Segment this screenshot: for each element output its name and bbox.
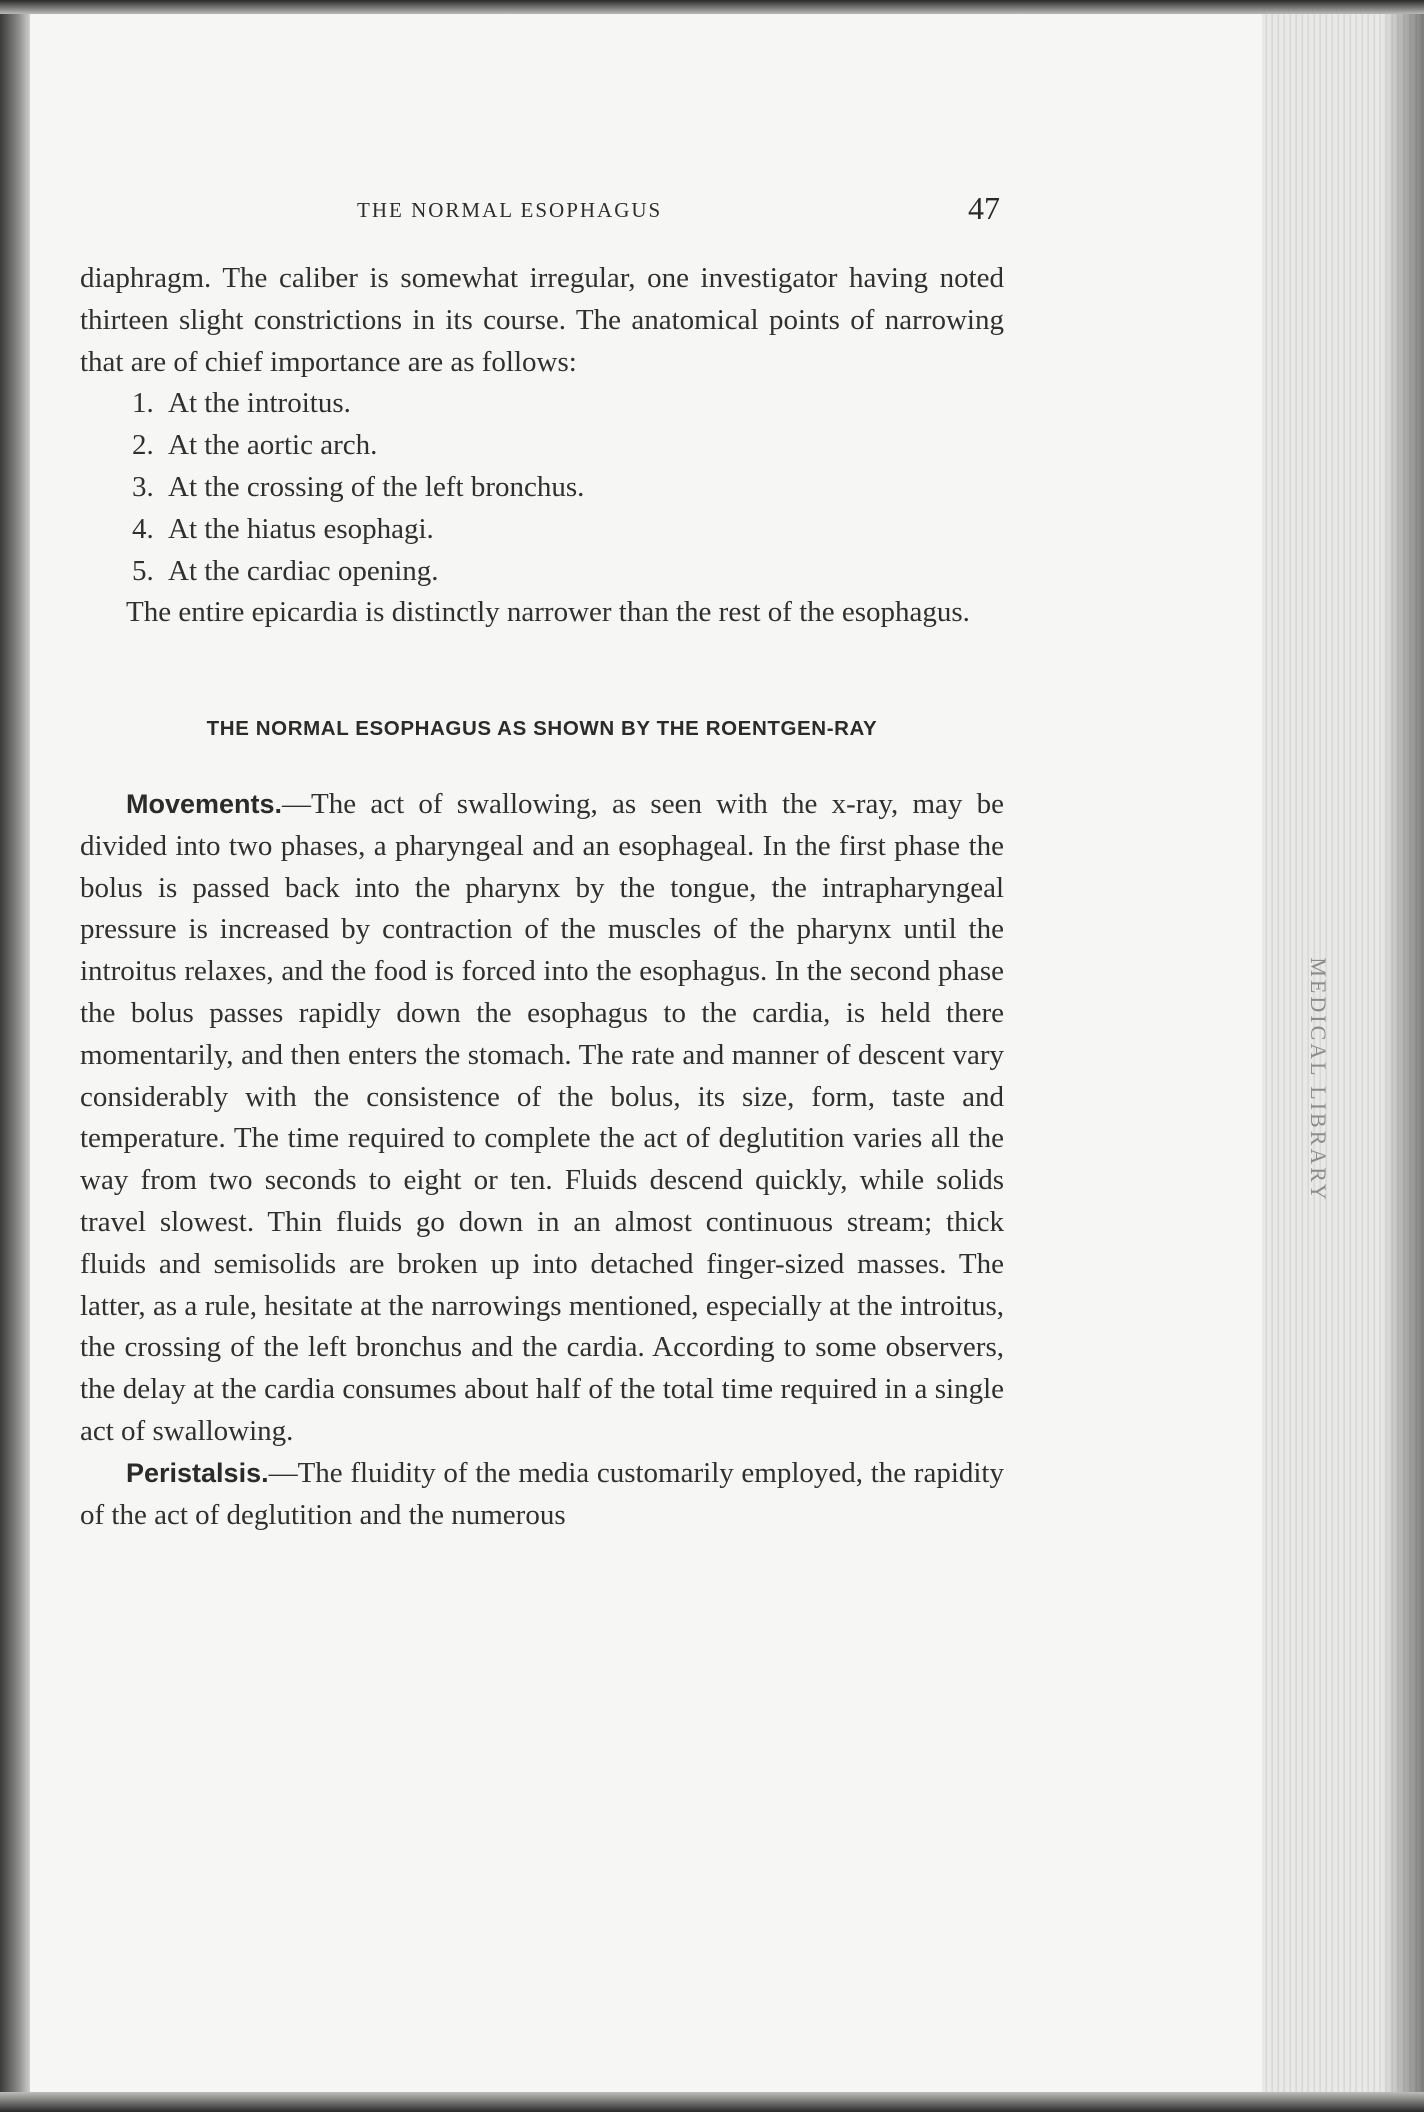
movements-title: Movements.	[126, 788, 283, 819]
section-heading: THE NORMAL ESOPHAGUS AS SHOWN BY THE ROENTGEN-RAY	[206, 717, 878, 741]
running-head: THE NORMAL ESOPHAGUS	[357, 198, 663, 222]
list-text: At the introitus.	[168, 387, 351, 420]
book-gutter	[0, 0, 30, 2112]
fore-edge-shadow	[1382, 14, 1424, 2092]
list-text: At the cardiac opening.	[168, 554, 439, 587]
list-number: 3.	[132, 470, 154, 503]
narrowing-list	[80, 383, 1004, 592]
list-item	[80, 509, 1004, 551]
list-text: At the crossing of the left bronchus.	[168, 470, 585, 503]
scan-bottom-edge	[0, 2092, 1424, 2112]
list-number: 2.	[132, 429, 154, 462]
peristalsis-text: —The fluidity of the media customarily employed, the rapidity of the act of deglutition and the numerous	[80, 1456, 1004, 1531]
list-item	[80, 425, 1004, 467]
list-item	[80, 551, 1004, 593]
page-header	[80, 190, 1000, 238]
body-text	[80, 258, 1004, 1536]
movements-text: —The act of swallowing, as seen with the x-ray, may be divided into two phases, a pharyngeal and an esophageal. In the first phase the bolus is passed back into the pharynx by the tongue, the intrapharyngeal pressure is increased by contraction of the muscles of the pharynx until the introitus relaxes, and the food is forced into the esophagus. In the second phase the bolus passes rapidly down the esophagus to the cardia, is held there momentarily, and then enters the stomach. The rate and manner of descent vary considerably with the consistence of the bolus, its size, form, taste and temperature. The time required to complete the act of deglutition varies all the way from two seconds to eight or ten. Fluids descend quickly, while solids travel slowest. Thin fluids go down in an almost continuous stream; thick fluids and semisolids are broken up into detached finger-sized masses. The latter, as a rule, hesitate at the narrowings mentioned, especially at the introitus, the crossing of the left bronchus and the cardia. According to some observers, the delay at the cardia consumes about half of the total time required in a single act of swallowing.	[80, 787, 1004, 1447]
list-item	[80, 467, 1004, 509]
intro-paragraph: diaphragm. The caliber is somewhat irregular, one investigator having noted thirteen slight constrictions in its course. The anatomical points of narrowing that are of chief importance are as follows:	[80, 262, 1004, 378]
list-number: 5.	[132, 554, 154, 587]
list-item	[80, 383, 1004, 425]
peristalsis-title: Peristalsis.	[126, 1457, 269, 1488]
peristalsis-paragraph	[80, 1453, 1004, 1537]
list-number: 1.	[132, 387, 154, 420]
list-text: At the aortic arch.	[168, 429, 378, 462]
epicardia-paragraph: The entire epicardia is distinctly narrower than the rest of the esophagus.	[126, 596, 970, 629]
list-text: At the hiatus esophagi.	[168, 512, 434, 545]
page-number: 47	[968, 190, 1000, 226]
movements-paragraph	[80, 784, 1004, 1453]
list-number: 4.	[132, 512, 154, 545]
library-stamp: MEDICAL LIBRARY	[1306, 957, 1331, 1203]
scan-top-edge	[0, 0, 1424, 14]
